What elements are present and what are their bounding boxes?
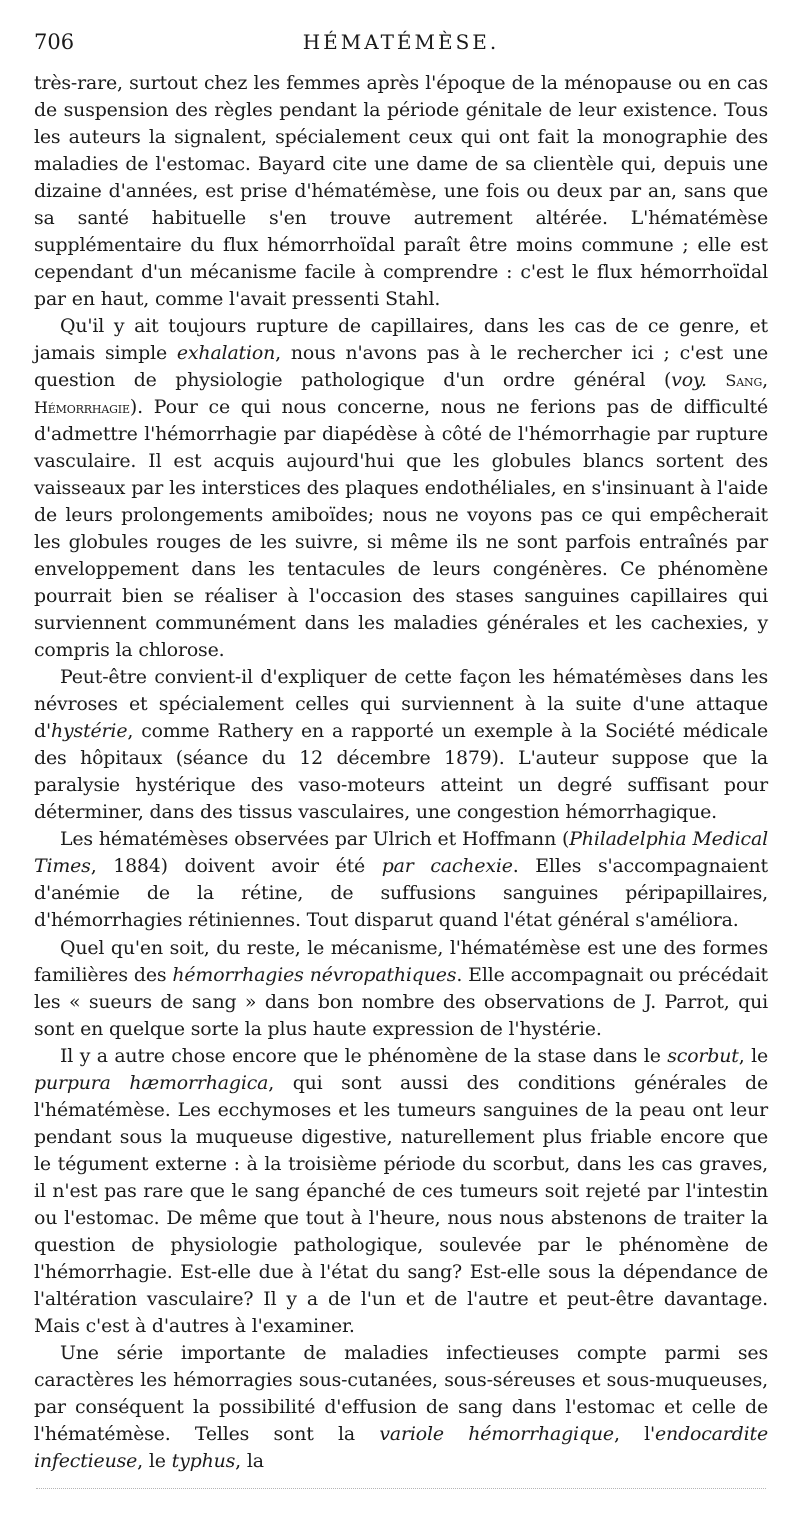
text-run: , l'	[613, 1422, 656, 1445]
paragraph	[34, 70, 768, 313]
italic-text: variole hémorrhagique	[379, 1422, 614, 1445]
italic-text: voy.	[671, 369, 707, 392]
text-run: . Elles s'accompagnaient d'anémie de la rétine, de suffusions sanguines péripapillaires, d'hémorrhagies rétiniennes. Tout disparut quand l'état général s'améliora.	[34, 855, 768, 932]
text-run: , le	[137, 1449, 172, 1472]
italic-text: exhalation	[176, 342, 276, 365]
running-title: HÉMATÉMÈSE.	[302, 30, 500, 54]
italic-text: hystérie	[51, 720, 128, 743]
text-run: Une série importante de maladies infectieuses compte parmi ses caractères les hémorragies sous-cutanées, sous-séreuses et sous-muqueuses, par conséquent la possibilité d'effusion de sang dans l'estomac et celle de l'hématémèse. Telles sont la	[34, 1341, 768, 1445]
italic-text: typhus	[171, 1449, 236, 1472]
text-run: , nous n'avons pas à le rechercher ici ; c'est une question de physiologie pathologique d'un ordre général (	[34, 342, 768, 392]
text-run: . Elle accompagnait ou précédait les « sueurs de sang » dans bon nombre des observations de J. Parrot, qui sont en quelque sorte la plus haute expression de l'hystérie.	[34, 963, 768, 1040]
italic-text: Philadelphia Medical Times	[34, 828, 768, 878]
book-page	[34, 30, 768, 1475]
page-header	[34, 30, 768, 70]
paragraph	[34, 664, 768, 826]
paragraph	[34, 1340, 768, 1475]
text-run: ,	[762, 369, 768, 392]
paragraph	[34, 826, 768, 934]
italic-text: endocardite infectieuse	[34, 1422, 768, 1472]
text-run: Quel qu'en soit, du reste, le mécanisme, l'hématémèse est une des formes familières des	[34, 936, 768, 986]
text-run: ). Pour ce qui nous concerne, nous ne ferions pas de difficulté d'admettre l'hémorrhagie par diapédèse à côté de l'hémorrhagie par rupture vasculaire. Il est acquis aujourd'hui que les globules blancs sortent des vaisseaux par les interstices des plaques endothéliales, en s'insinuant à l'aide de leurs prolongements amiboïdes; nous ne voyons pas ce qui empêcherait les globules rouges de les suivre, si même ils ne sont parfois entraînés par enveloppement dans les tentacules de leurs congénères. Ce phénomène pourrait bien se réaliser à l'occasion des stases sanguines capillaires qui surviennent communément dans les maladies générales et les cachexies, y compris la chlorose.	[34, 396, 768, 662]
italic-text: purpura hæmorrhagica	[34, 1071, 269, 1094]
text-run: , le	[738, 1044, 768, 1067]
text-run: , comme Rathery en a rapporté un exemple à la Société médicale des hôpitaux (séance du 12 décembre 1879). L'auteur suppose que la paralysie hystérique des vaso-moteurs atteint un degré suffisant pour déterminer, dans des tissus vasculaires, une congestion hémorrhagique.	[34, 720, 768, 824]
text-run: Peut-être convient-il d'expliquer de cette façon les hématémèses dans les névroses et spécialement celles qui surviennent à la suite d'une attaque d'	[34, 666, 768, 743]
paragraph	[34, 313, 768, 664]
text-run: , 1884) doivent avoir été	[90, 855, 382, 878]
italic-text: hémorrhagies névropathiques	[172, 963, 457, 986]
article-body	[34, 70, 768, 1475]
small-caps-text: Hémorrhagie	[34, 398, 130, 418]
text-run: Les hématémèses observées par Ulrich et Hoffmann (	[60, 828, 570, 851]
paragraph	[34, 1043, 768, 1340]
text-run: Qu'il y ait toujours rupture de capillaires, dans les cas de ce genre, et jamais simple	[34, 315, 768, 365]
text-run: très-rare, surtout chez les femmes après l'époque de la ménopause ou en cas de suspension des règles pendant la période génitale de leur existence. Tous les auteurs la signalent, spécialement ceux qui ont fait la monographie des maladies de l'estomac. Bayard cite une dame de sa clientèle qui, depuis une dizaine d'années, est prise d'hématémèse, une fois ou deux par an, sans que sa santé habituelle s'en trouve autrement altérée. L'hématémèse supplémentaire du flux hémorrhoïdal paraît être moins commune ; elle est cependant d'un mécanisme facile à comprendre : c'est le flux hémorrhoïdal par en haut, comme l'avait pressenti Stahl.	[34, 72, 768, 311]
italic-text: par cachexie	[381, 855, 513, 878]
text-run: Il y a autre chose encore que le phénomène de la stase dans le	[60, 1044, 668, 1067]
italic-text: scorbut	[667, 1044, 739, 1067]
text-run: , qui sont aussi des conditions générales de l'hématémèse. Les ecchymoses et les tumeurs sanguines de la peau ont leur pendant sous la muqueuse digestive, naturellement plus friable encore que le tégument externe : à la troisième période du scorbut, dans les cas graves, il n'est pas rare que le sang épanché de ces tumeurs soit rejeté par l'intestin ou l'estomac. De même que tout à l'heure, nous nous abstenons de traiter la question de physiologie pathologique, soulevée par le phénomène de l'hémorrhagie. Est-elle due à l'état du sang? Est-elle sous la dépendance de l'altération vasculaire? Il y a de l'un et de l'autre et peut-être davantage. Mais c'est à d'autres à l'examiner.	[34, 1071, 769, 1337]
small-caps-text: Sang	[725, 371, 763, 391]
page-bottom-rule	[36, 1488, 766, 1491]
paragraph	[34, 935, 768, 1043]
page-number: 706	[34, 30, 75, 54]
text-run	[707, 369, 726, 391]
text-run: , la	[235, 1449, 264, 1472]
